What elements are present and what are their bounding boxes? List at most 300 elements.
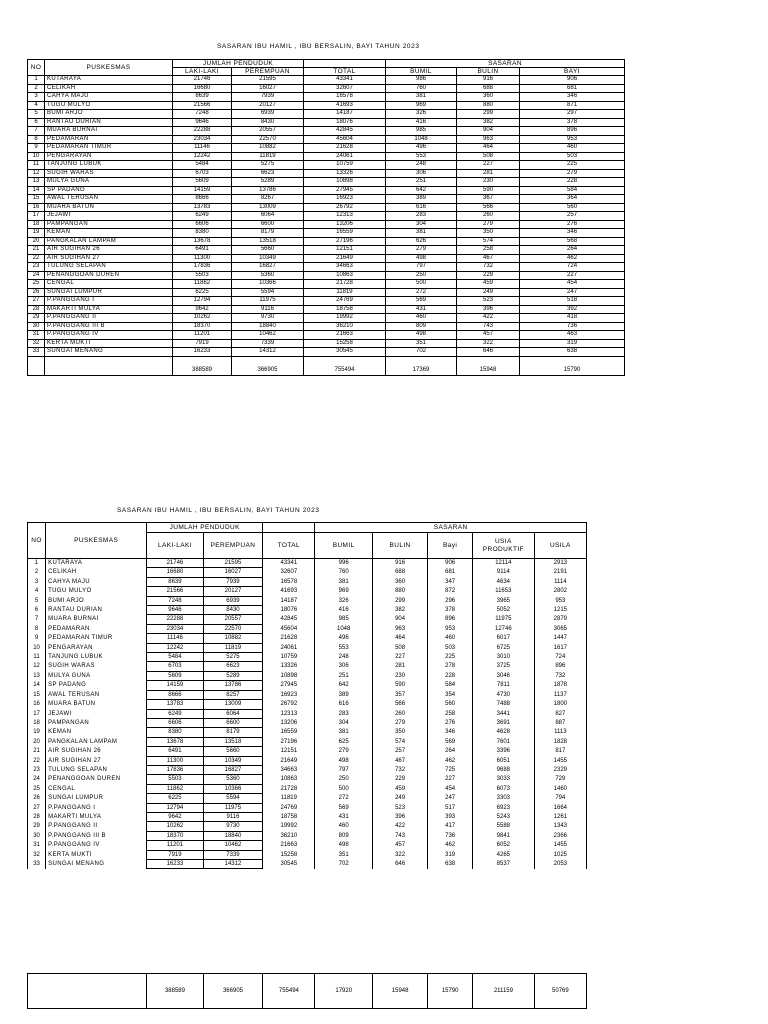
cell-puskesmas: MUARA BURNAI xyxy=(45,127,173,136)
cell-perempuan: 6623 xyxy=(232,169,304,178)
table-row xyxy=(28,271,625,280)
cell-laki: 17836 xyxy=(147,765,203,774)
cell-bumil: 431 xyxy=(386,305,457,314)
cell-total: 21728 xyxy=(304,280,386,289)
cell-bulin: 382 xyxy=(457,118,520,127)
cell-bulin: 396 xyxy=(457,305,520,314)
cell-no: 6 xyxy=(28,606,46,615)
total-bulin: 15948 xyxy=(457,356,520,375)
table-row xyxy=(28,212,625,221)
cell-bayi: 725 xyxy=(428,765,473,774)
cell-puskesmas: P.PANGGANG II xyxy=(45,314,173,323)
cell-puskesmas: PEDAMARAN TIMUR xyxy=(45,144,173,153)
cell-bulin: 279 xyxy=(457,220,520,229)
table-row xyxy=(28,178,625,187)
cell-bulin: 281 xyxy=(372,662,427,671)
cell-bayi: 463 xyxy=(520,331,625,340)
cell-usia-produktif: 8537 xyxy=(472,860,534,869)
cell-bumil: 272 xyxy=(315,794,372,803)
cell-bumil: 272 xyxy=(386,288,457,297)
cell-no: 17 xyxy=(28,709,46,718)
cell-no: 29 xyxy=(28,314,45,323)
cell-laki: 6703 xyxy=(147,662,203,671)
cell-no: 29 xyxy=(28,822,46,831)
cell-puskesmas: PENANGGOAN DUREN xyxy=(46,775,147,784)
cell-bumil: 553 xyxy=(386,152,457,161)
table-row xyxy=(28,305,625,314)
cell-bulin: 360 xyxy=(372,577,427,586)
cell-bayi: 518 xyxy=(520,297,625,306)
cell-laki: 6249 xyxy=(147,709,203,718)
cell-bumil: 250 xyxy=(315,775,372,784)
cell-usila: 1460 xyxy=(534,784,586,793)
cell-puskesmas: JEJAWI xyxy=(45,212,173,221)
cell-usila: 724 xyxy=(534,653,586,662)
table-row xyxy=(28,634,587,643)
cell-bayi: 460 xyxy=(428,634,473,643)
table-row xyxy=(28,93,625,102)
cell-no: 23 xyxy=(28,263,45,272)
cell-bumil: 431 xyxy=(315,812,372,821)
table-row xyxy=(28,559,587,568)
cell-no: 11 xyxy=(28,653,46,662)
cell-laki: 5609 xyxy=(147,671,203,680)
cell-puskesmas: PENGARAYAN xyxy=(45,152,173,161)
cell-bayi: 638 xyxy=(428,860,473,869)
header-perempuan: PEREMPUAN xyxy=(232,68,304,76)
cell-laki: 7248 xyxy=(147,596,203,605)
cell-puskesmas: AIR SUGIHAN 27 xyxy=(45,254,173,263)
cell-puskesmas: CAHYA MAJU xyxy=(46,577,147,586)
cell-laki: 5484 xyxy=(173,161,232,170)
cell-usila: 887 xyxy=(534,718,586,727)
cell-usila: 2191 xyxy=(534,568,586,577)
cell-bulin: 227 xyxy=(372,653,427,662)
cell-bulin: 229 xyxy=(372,775,427,784)
cell-bumil: 500 xyxy=(315,784,372,793)
cell-perempuan: 13786 xyxy=(203,681,263,690)
cell-puskesmas: SUGIH WARAS xyxy=(46,662,147,671)
cell-perempuan: 7339 xyxy=(232,339,304,348)
cell-bulin: 464 xyxy=(457,144,520,153)
cell-bumil: 306 xyxy=(315,662,372,671)
cell-bayi: 347 xyxy=(428,577,473,586)
cell-laki: 6249 xyxy=(173,212,232,221)
table-row xyxy=(28,681,587,690)
cell-total: 42845 xyxy=(304,127,386,136)
table-row xyxy=(28,297,625,306)
cell-bumil: 642 xyxy=(315,681,372,690)
cell-total: 27196 xyxy=(263,737,315,746)
cell-bayi: 584 xyxy=(428,681,473,690)
cell-puskesmas: PAMPANGAN xyxy=(46,718,147,727)
cell-laki: 14159 xyxy=(147,681,203,690)
cell-laki: 11201 xyxy=(147,841,203,850)
cell-no: 2 xyxy=(28,84,45,93)
cell-bayi: 227 xyxy=(520,271,625,280)
cell-bumil: 381 xyxy=(386,93,457,102)
total-bumil: 17920 xyxy=(315,974,372,1009)
cell-no: 25 xyxy=(28,280,45,289)
cell-no: 11 xyxy=(28,161,45,170)
cell-total: 11819 xyxy=(304,288,386,297)
cell-puskesmas: MULYA GUNA xyxy=(46,671,147,680)
table-row xyxy=(28,127,625,136)
cell-bulin: 357 xyxy=(372,690,427,699)
cell-total: 21663 xyxy=(304,331,386,340)
cell-no: 18 xyxy=(28,220,45,229)
table-row xyxy=(28,718,587,727)
cell-bulin: 590 xyxy=(457,186,520,195)
cell-no: 20 xyxy=(28,237,45,246)
cell-perempuan: 9116 xyxy=(232,305,304,314)
cell-total: 36210 xyxy=(304,322,386,331)
cell-bayi: 364 xyxy=(520,195,625,204)
cell-bayi: 346 xyxy=(520,229,625,238)
cell-usila: 2366 xyxy=(534,831,586,840)
cell-usia-produktif: 3441 xyxy=(472,709,534,718)
cell-no: 21 xyxy=(28,747,46,756)
cell-total: 42845 xyxy=(263,615,315,624)
cell-perempuan: 6064 xyxy=(232,212,304,221)
cell-bulin: 227 xyxy=(457,161,520,170)
cell-total: 10759 xyxy=(304,161,386,170)
cell-bumil: 797 xyxy=(315,765,372,774)
table1-title: SASARAN IBU HAMIL , IBU BERSALIN, BAYI TAHUN 2023 xyxy=(217,43,420,50)
cell-bulin: 963 xyxy=(457,135,520,144)
table-row xyxy=(28,118,625,127)
cell-perempuan: 5660 xyxy=(232,246,304,255)
cell-bayi: 871 xyxy=(520,101,625,110)
cell-total: 18758 xyxy=(263,812,315,821)
totals-row xyxy=(28,974,587,1009)
cell-bulin: 249 xyxy=(457,288,520,297)
table-row xyxy=(28,671,587,680)
cell-bumil: 416 xyxy=(386,118,457,127)
cell-usia-produktif: 11975 xyxy=(472,615,534,624)
cell-no: 1 xyxy=(28,559,46,568)
cell-bayi: 462 xyxy=(428,756,473,765)
cell-laki: 10262 xyxy=(173,314,232,323)
header2-bumil: BUMIL xyxy=(315,533,372,559)
cell-puskesmas: PANGKALAN LAMPAM xyxy=(46,737,147,746)
cell-laki: 21746 xyxy=(173,76,232,85)
header-jumlah-penduduk: JUMLAH PENDUDUK xyxy=(173,60,304,68)
cell-laki: 11146 xyxy=(173,144,232,153)
cell-usia-produktif: 3725 xyxy=(472,662,534,671)
table-row xyxy=(28,812,587,821)
cell-perempuan: 7939 xyxy=(232,93,304,102)
cell-bayi: 393 xyxy=(428,812,473,821)
cell-laki: 13678 xyxy=(147,737,203,746)
cell-bayi: 460 xyxy=(520,144,625,153)
cell-bumil: 985 xyxy=(386,127,457,136)
cell-no: 8 xyxy=(28,135,45,144)
cell-total: 26792 xyxy=(263,700,315,709)
cell-puskesmas: SUNGAI MENANG xyxy=(46,860,147,869)
cell-perempuan: 14312 xyxy=(232,348,304,357)
cell-perempuan: 7339 xyxy=(203,850,263,859)
cell-puskesmas: AIR SUGIHAN 26 xyxy=(45,246,173,255)
cell-bayi: 503 xyxy=(428,643,473,652)
cell-puskesmas: AWAL TERUSAN xyxy=(46,690,147,699)
cell-no: 24 xyxy=(28,775,46,784)
cell-usia-produktif: 6923 xyxy=(472,803,534,812)
cell-bayi: 276 xyxy=(520,220,625,229)
cell-total: 24769 xyxy=(304,297,386,306)
table2-title: SASARAN IBU HAMIL , IBU BERSALIN, BAYI TAHUN 2023 xyxy=(117,507,320,514)
cell-bayi: 346 xyxy=(520,93,625,102)
total-bayi: 15790 xyxy=(428,974,473,1009)
totals-row xyxy=(28,356,625,375)
table-row xyxy=(28,339,625,348)
table-row xyxy=(28,314,625,323)
cell-bumil: 381 xyxy=(315,728,372,737)
cell-laki: 17836 xyxy=(173,263,232,272)
cell-no: 12 xyxy=(28,662,46,671)
table-row xyxy=(28,615,587,624)
table-row xyxy=(28,229,625,238)
cell-bayi: 264 xyxy=(520,246,625,255)
cell-no: 15 xyxy=(28,690,46,699)
cell-bayi: 257 xyxy=(520,212,625,221)
cell-no: 8 xyxy=(28,624,46,633)
table-row xyxy=(28,606,587,615)
cell-laki: 6606 xyxy=(147,718,203,727)
cell-total: 34663 xyxy=(304,263,386,272)
cell-bayi: 258 xyxy=(428,709,473,718)
total-bulin: 15948 xyxy=(372,974,427,1009)
cell-no: 19 xyxy=(28,728,46,737)
cell-total: 30545 xyxy=(304,348,386,357)
cell-bulin: 459 xyxy=(372,784,427,793)
cell-bumil: 797 xyxy=(386,263,457,272)
table-row xyxy=(28,263,625,272)
cell-perempuan: 13518 xyxy=(232,237,304,246)
cell-no: 14 xyxy=(28,681,46,690)
cell-puskesmas: CELIKAH xyxy=(46,568,147,577)
cell-no: 2 xyxy=(28,568,46,577)
cell-bulin: 574 xyxy=(372,737,427,746)
cell-no: 23 xyxy=(28,765,46,774)
cell-no: 5 xyxy=(28,596,46,605)
cell-bulin: 457 xyxy=(372,841,427,850)
cell-perempuan: 6600 xyxy=(203,718,263,727)
cell-puskesmas: TANJUNG LUBUK xyxy=(45,161,173,170)
cell-usia-produktif: 5052 xyxy=(472,606,534,615)
cell-no: 32 xyxy=(28,850,46,859)
cell-perempuan: 6939 xyxy=(232,110,304,119)
cell-total: 12313 xyxy=(263,709,315,718)
cell-perempuan: 14312 xyxy=(203,860,263,869)
cell-puskesmas: AWAL TERUSAN xyxy=(45,195,173,204)
table-row xyxy=(28,101,625,110)
table-row xyxy=(28,288,625,297)
cell-bumil: 702 xyxy=(315,860,372,869)
cell-bulin: 467 xyxy=(457,254,520,263)
cell-bayi: 228 xyxy=(428,671,473,680)
cell-bulin: 299 xyxy=(457,110,520,119)
cell-usila: 732 xyxy=(534,671,586,680)
cell-bulin: 743 xyxy=(372,831,427,840)
cell-laki: 6703 xyxy=(173,169,232,178)
cell-laki: 21566 xyxy=(147,587,203,596)
cell-bulin: 350 xyxy=(457,229,520,238)
cell-usia-produktif: 4628 xyxy=(472,728,534,737)
cell-laki: 12794 xyxy=(173,297,232,306)
cell-laki: 5503 xyxy=(173,271,232,280)
header2-total: TOTAL xyxy=(263,533,315,559)
cell-usia-produktif: 3396 xyxy=(472,747,534,756)
cell-laki: 11146 xyxy=(147,634,203,643)
total-total: 755494 xyxy=(263,974,315,1009)
table-row xyxy=(28,203,625,212)
cell-total: 15258 xyxy=(263,850,315,859)
cell-bulin: 688 xyxy=(457,84,520,93)
table-row xyxy=(28,841,587,850)
table-row xyxy=(28,169,625,178)
cell-perempuan: 5289 xyxy=(232,178,304,187)
cell-usia-produktif: 6073 xyxy=(472,784,534,793)
cell-puskesmas: PEDAMARAN TIMUR xyxy=(46,634,147,643)
cell-bumil: 498 xyxy=(386,254,457,263)
table-row xyxy=(28,756,587,765)
table-row xyxy=(28,587,587,596)
cell-bayi: 354 xyxy=(428,690,473,699)
cell-puskesmas: KEMAN xyxy=(45,229,173,238)
cell-bayi: 568 xyxy=(520,237,625,246)
cell-perempuan: 10366 xyxy=(232,280,304,289)
cell-puskesmas: AIR SUGIHAN 26 xyxy=(46,747,147,756)
cell-bulin: 904 xyxy=(372,615,427,624)
cell-usia-produktif: 4265 xyxy=(472,850,534,859)
cell-laki: 5484 xyxy=(147,653,203,662)
cell-total: 10759 xyxy=(263,653,315,662)
cell-bumil: 326 xyxy=(386,110,457,119)
total-bayi: 15790 xyxy=(520,356,625,375)
cell-usila: 794 xyxy=(534,794,586,803)
cell-bulin: 382 xyxy=(372,606,427,615)
cell-bumil: 251 xyxy=(386,178,457,187)
cell-total: 10898 xyxy=(304,178,386,187)
table-row xyxy=(28,237,625,246)
cell-bumil: 625 xyxy=(315,737,372,746)
cell-bumil: 760 xyxy=(315,568,372,577)
cell-no: 27 xyxy=(28,803,46,812)
cell-usia-produktif: 4634 xyxy=(472,577,534,586)
cell-laki: 5609 xyxy=(173,178,232,187)
cell-usia-produktif: 5243 xyxy=(472,812,534,821)
cell-perempuan: 10462 xyxy=(232,331,304,340)
cell-bayi: 953 xyxy=(428,624,473,633)
cell-laki: 8666 xyxy=(147,690,203,699)
cell-total: 36210 xyxy=(263,831,315,840)
cell-no: 31 xyxy=(28,841,46,850)
cell-no: 25 xyxy=(28,784,46,793)
cell-puskesmas: MULYA GUNA xyxy=(45,178,173,187)
cell-usia-produktif: 9841 xyxy=(472,831,534,840)
cell-bulin: 743 xyxy=(457,322,520,331)
table-row xyxy=(28,775,587,784)
cell-perempuan: 13009 xyxy=(232,203,304,212)
cell-puskesmas: P.PANGGANG III B xyxy=(46,831,147,840)
cell-total: 32607 xyxy=(263,568,315,577)
cell-bumil: 304 xyxy=(386,220,457,229)
table-row xyxy=(28,254,625,263)
table-row xyxy=(28,765,587,774)
cell-usia-produktif: 7601 xyxy=(472,737,534,746)
cell-bumil: 283 xyxy=(315,709,372,718)
cell-perempuan: 16827 xyxy=(232,263,304,272)
cell-bayi: 560 xyxy=(520,203,625,212)
cell-puskesmas: SUNGAI MENANG xyxy=(45,348,173,357)
cell-bulin: 880 xyxy=(372,587,427,596)
cell-bulin: 249 xyxy=(372,794,427,803)
cell-laki: 14159 xyxy=(173,186,232,195)
header-bulin: BULIN xyxy=(457,68,520,76)
cell-puskesmas: RANTAU DURIAN xyxy=(45,118,173,127)
cell-bayi: 462 xyxy=(520,254,625,263)
cell-perempuan: 6600 xyxy=(232,220,304,229)
cell-laki: 6225 xyxy=(147,794,203,803)
cell-usila: 1455 xyxy=(534,841,586,850)
table-row xyxy=(28,246,625,255)
cell-puskesmas: TUGU MULYO xyxy=(45,101,173,110)
cell-puskesmas: BUMI ARJO xyxy=(46,596,147,605)
cell-bulin: 322 xyxy=(372,850,427,859)
cell-puskesmas: SUNGAI LUMPUR xyxy=(45,288,173,297)
cell-bulin: 229 xyxy=(457,271,520,280)
cell-perempuan: 8257 xyxy=(203,690,263,699)
cell-laki: 13678 xyxy=(173,237,232,246)
cell-bumil: 460 xyxy=(386,314,457,323)
cell-no: 16 xyxy=(28,203,45,212)
cell-laki: 6491 xyxy=(147,747,203,756)
cell-bayi: 681 xyxy=(428,568,473,577)
header2-jumlah-penduduk: JUMLAH PENDUDUK xyxy=(147,523,263,533)
cell-bayi: 638 xyxy=(520,348,625,357)
cell-total: 41693 xyxy=(263,587,315,596)
cell-no: 3 xyxy=(28,93,45,102)
cell-laki: 23034 xyxy=(173,135,232,144)
cell-bayi: 953 xyxy=(520,135,625,144)
cell-laki: 12242 xyxy=(147,643,203,652)
table-row xyxy=(28,577,587,586)
cell-perempuan: 9116 xyxy=(203,812,263,821)
cell-laki: 9646 xyxy=(147,606,203,615)
cell-total: 12313 xyxy=(304,212,386,221)
cell-bumil: 498 xyxy=(315,841,372,850)
cell-total: 26792 xyxy=(304,203,386,212)
cell-bulin: 360 xyxy=(457,93,520,102)
cell-puskesmas: SUGIH WARAS xyxy=(45,169,173,178)
cell-usia-produktif: 5588 xyxy=(472,822,534,831)
header-total-top xyxy=(304,60,386,68)
cell-bumil: 283 xyxy=(386,212,457,221)
cell-bayi: 264 xyxy=(428,747,473,756)
cell-usila: 1878 xyxy=(534,681,586,690)
table-row xyxy=(28,803,587,812)
cell-total: 11819 xyxy=(263,794,315,803)
cell-perempuan: 22570 xyxy=(232,135,304,144)
cell-bumil: 496 xyxy=(386,144,457,153)
cell-usila: 817 xyxy=(534,747,586,756)
cell-bumil: 351 xyxy=(315,850,372,859)
cell-no: 20 xyxy=(28,737,46,746)
header-laki: LAKI-LAKI xyxy=(173,68,232,76)
cell-bayi: 872 xyxy=(428,587,473,596)
cell-bayi: 247 xyxy=(520,288,625,297)
